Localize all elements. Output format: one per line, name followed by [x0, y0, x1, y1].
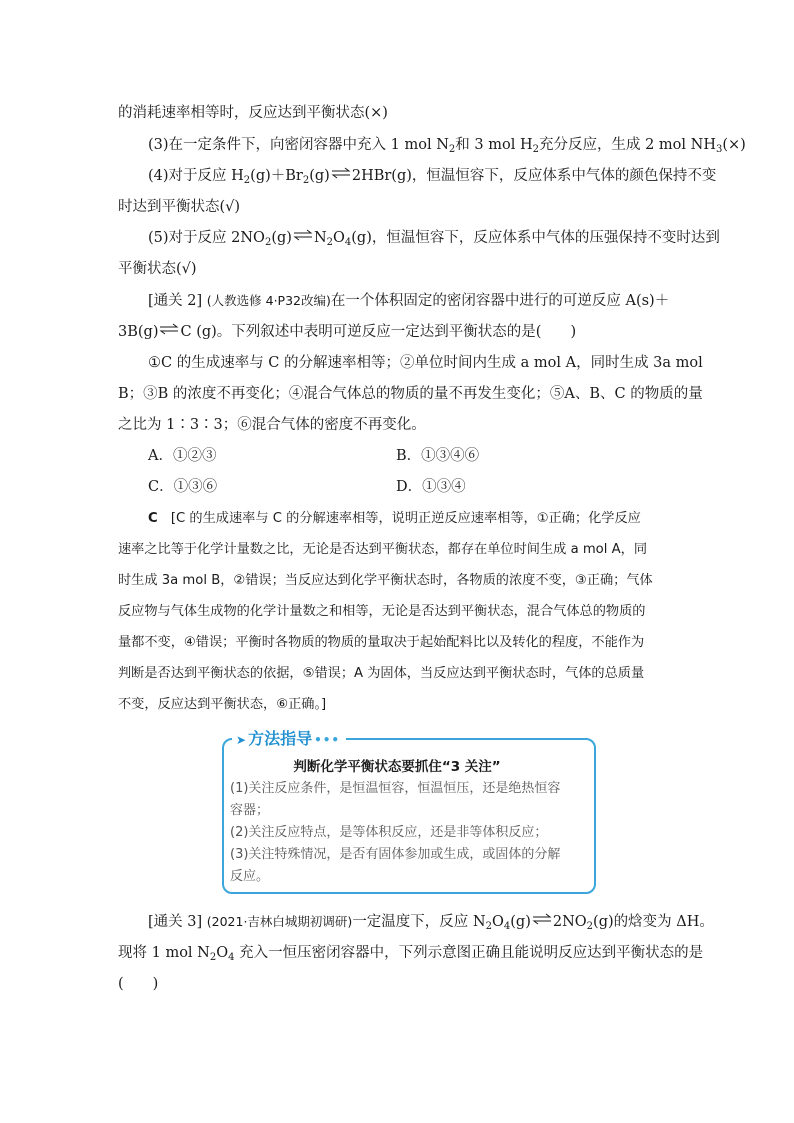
question-2-conditions-3: 之比为 1∶3∶3；⑥混合气体的密度不再变化。	[118, 417, 426, 433]
answer-line-2: 速率之比等于化学计量数之比，无论是否达到平衡状态，都存在单位时间生成 a mol A，同	[118, 542, 648, 557]
answer-explanation: C [C 的生成速率与 C 的分解速率相等，说明正逆反应速率相等，①正确；化学反应	[148, 511, 641, 526]
method-guide-point-3: (3)关注特殊情况，是否有固体参加或生成，或固体的分解	[230, 847, 561, 862]
method-guide-point-1-cont: 容器；	[230, 803, 270, 818]
answer-line-7: 不变，反应达到平衡状态，⑥正确。]	[118, 697, 327, 712]
question-3-stem-continuation: 现将 1 mol $N_2O_4$ 充入一恒压密闭容器中，下列示意图正确且能说明反应达到平衡状态的是	[118, 945, 704, 963]
equilibrium-arrows-icon	[159, 323, 179, 335]
question-2-conditions: ①C 的生成速率与 C 的分解速率相等；②单位时间内生成 a mol A，同时生成 3a mol	[148, 355, 703, 371]
answer-line-3: 时生成 3a mol B，②错误；当反应达到化学平衡状态时，各物质的浓度不变，③正确；气体	[118, 573, 653, 588]
answer-line-4: 反应物与气体生成物的化学计量数之和相等，无论是否达到平衡状态，混合气体总的物质的	[118, 604, 646, 619]
option-d: D．①③④	[396, 479, 466, 495]
option-b: B．①③④⑥	[396, 448, 480, 464]
equilibrium-arrows-icon	[532, 913, 552, 925]
answer-line-5: 量都不变，④错误；平衡时各物质的物质的量取决于起始配料比以及转化的程度，不能作为	[118, 635, 645, 650]
arrow-right-icon: ➤	[236, 733, 247, 747]
option-a: A．①②③	[148, 448, 217, 464]
method-guide-point-1: (1)关注反应条件，是恒温恒容，恒温恒压，还是绝热恒容	[230, 781, 561, 796]
statement-3: (3)在一定条件下，向密闭容器中充入 1 mol $N_2$和 3 mol $H_2$充分反应，生成 2 mol $NH_3(\times)$	[148, 137, 746, 155]
method-guide-point-2: (2)关注反应特点，是等体积反应，还是非等体积反应；	[230, 825, 548, 840]
statement-2-continuation: 的消耗速率相等时，反应达到平衡状态(×)	[118, 105, 388, 121]
equilibrium-arrows-icon	[293, 229, 313, 241]
statement-4: (4)对于反应 $H_2(g)+Br_2(g)$ 2HBr(g)，恒温恒容下，反应体系中气体的颜色保持不变	[148, 168, 717, 186]
statement-5-continuation: 平衡状态(√)	[118, 261, 197, 277]
question-3-answer-blank: ( )	[118, 976, 159, 992]
statement-4-continuation: 时达到平衡状态(√)	[118, 199, 241, 215]
question-2-stem: [通关 2] (人教选修 4·P32改编)在一个体积固定的密闭容器中进行的可逆反应 A(s)＋	[148, 293, 670, 309]
statement-5: (5)对于反应 $2NO_2(g)$ $N_2O_4(g)$，恒温恒容下，反应体系中气体的压强保持不变时达到	[148, 230, 720, 248]
question-3-stem: [通关 3] (2021·吉林白城期初调研)一定温度下，反应 $N_2O_4(g)$ $2NO_2(g)$的焓变为 ΔH。	[148, 914, 714, 932]
answer-line-6: 判断是否达到平衡状态的依据，⑤错误；A 为固体，当反应达到平衡状态时，气体的总质量	[118, 666, 645, 681]
method-guide-title: ➤ 方法指导 •••	[232, 729, 346, 750]
answer-letter: C	[148, 511, 158, 526]
dots-decoration-icon: •••	[314, 733, 341, 747]
option-c: C．①③⑥	[148, 479, 218, 495]
equilibrium-arrows-icon	[331, 167, 351, 179]
method-guide-point-3-cont: 反应。	[230, 869, 270, 884]
question-2-stem-continuation: 3B(g) C (g)。下列叙述中表明可逆反应一定达到平衡状态的是( )	[118, 324, 577, 340]
method-guide-heading: 判断化学平衡状态要抓住“3 关注”	[293, 759, 501, 775]
question-2-conditions-2: B；③B 的浓度不再变化；④混合气体总的物质的量不再发生变化；⑤A、B、C 的物质的量	[118, 386, 703, 402]
